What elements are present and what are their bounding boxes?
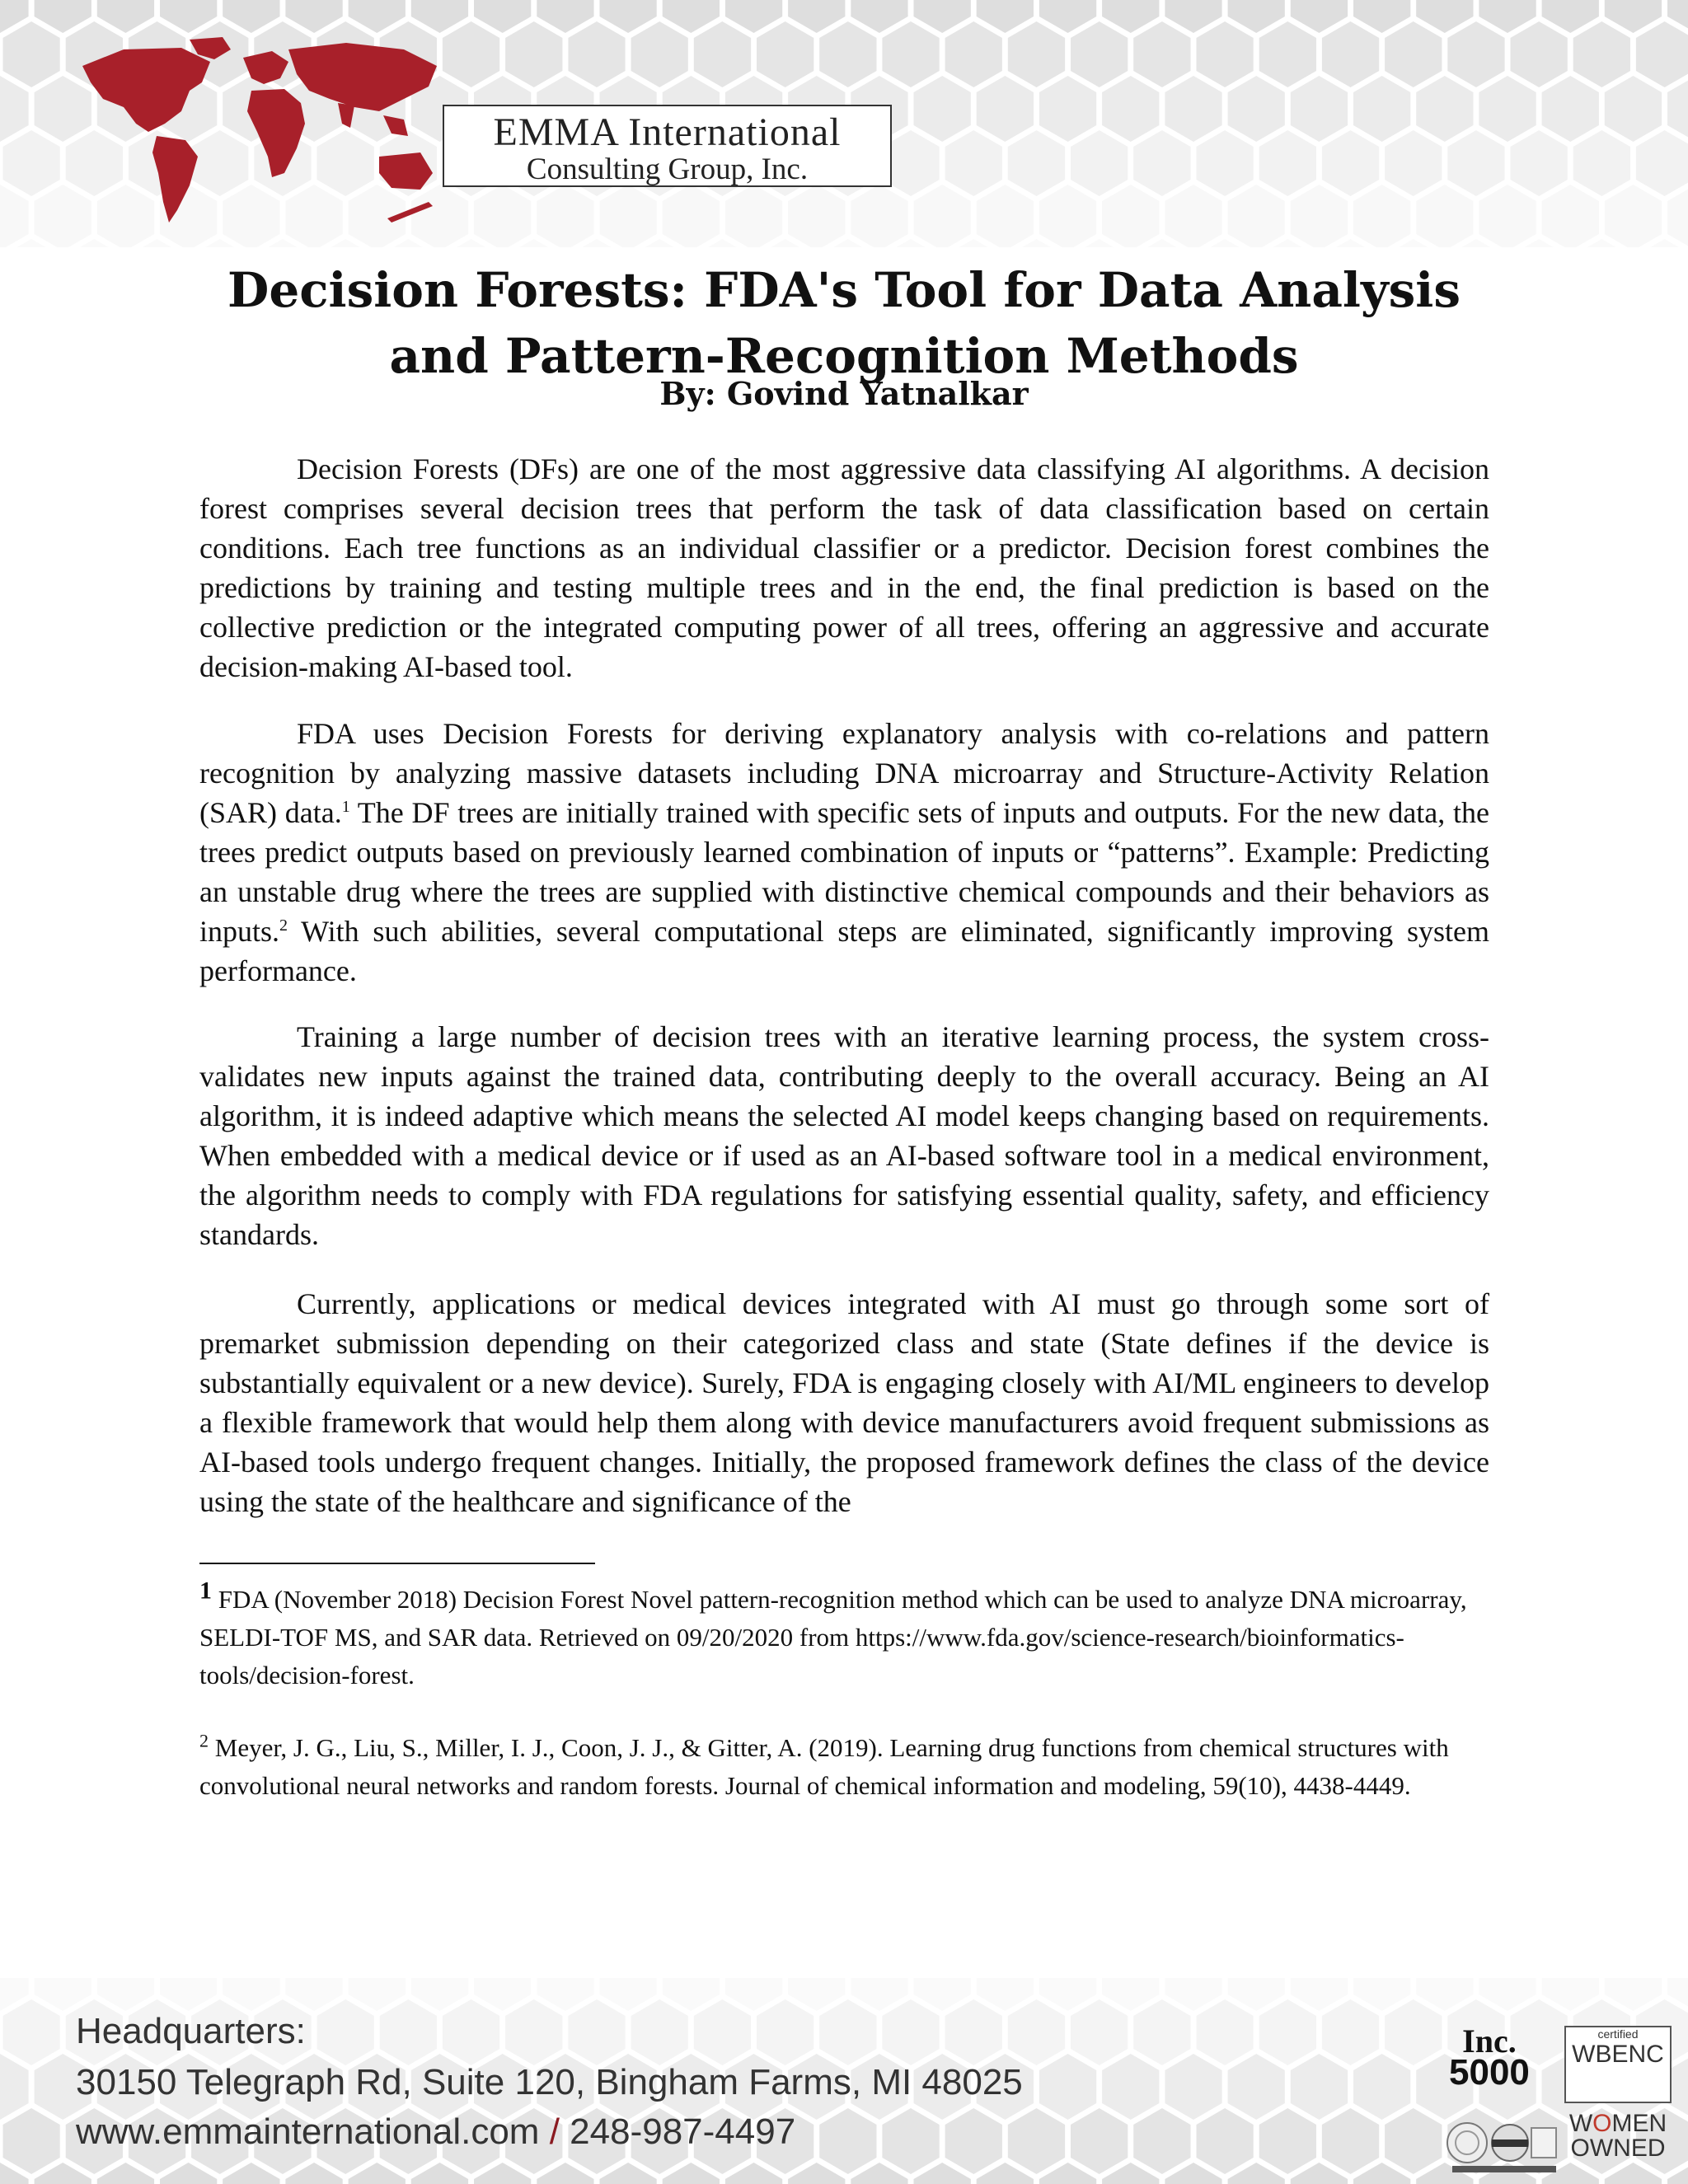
hexagon-tile <box>977 76 1034 142</box>
hexagon-tile <box>285 1978 342 2011</box>
hexagon-tile <box>1259 21 1316 87</box>
hexagon-tile <box>600 1978 657 2011</box>
hexagon-tile <box>1165 1978 1221 2011</box>
hexagon-tile <box>1479 0 1536 33</box>
footnote-ref-2[interactable]: 2 <box>279 916 288 935</box>
hexagon-tile <box>1636 21 1688 87</box>
hexagon-tile <box>1228 1978 1285 2011</box>
hexagon-tile <box>1039 2054 1096 2120</box>
hexagon-tile <box>1071 1999 1128 2065</box>
footnote-1 <box>199 1577 1489 1694</box>
hexagon-tile <box>1385 130 1442 196</box>
paragraph-1: Decision Forests (DFs) are one of the most aggressive data classifying AI algorithms. A decision forest comprises several decision trees that perform the task of data classification based on certain conditions. Each tree functions as an individual classifier or a predictor. Decision forest combines the predictions by training and testing multiple trees and in the end, the final prediction is based on the collective prediction or the integrated computing power of all trees, offering an aggressive and accurate decision-making AI-based tool. <box>199 452 1489 683</box>
hexagon-tile <box>1133 21 1190 87</box>
hexagon-tile <box>1197 2108 1254 2174</box>
hexagon-tile <box>1385 1999 1442 2065</box>
hexagon-tile <box>3 1999 60 2065</box>
hexagon-tile <box>694 1999 751 2065</box>
hexagon-tile <box>1447 130 1504 196</box>
hexagon-tile <box>317 1999 374 2065</box>
hexagon-tile <box>3 130 60 196</box>
owned-line: OWNED <box>1570 2135 1666 2162</box>
contact-separator: / <box>549 2111 560 2152</box>
hexagon-tile <box>945 21 1002 87</box>
title-line-1: Decision Forests: FDA's Tool for Data Analysis <box>227 262 1461 318</box>
hexagon-tile <box>537 185 593 247</box>
hexagon-tile <box>1479 185 1536 247</box>
hexagon-tile <box>1008 1999 1065 2065</box>
wbenc-certified: certified <box>1597 2027 1639 2041</box>
certification-seals-icon <box>1444 2116 1559 2174</box>
hexagon-tile <box>474 185 531 247</box>
hexagon-tile <box>1542 185 1599 247</box>
hexagon-tile <box>882 1999 939 2065</box>
hexagon-tile <box>1165 185 1221 247</box>
company-subtitle: Consulting Group, Inc. <box>526 152 809 186</box>
hexagon-tile <box>1133 1999 1190 2065</box>
hexagon-tile <box>1667 185 1688 247</box>
hexagon-tile <box>1165 0 1221 33</box>
hexagon-tile <box>945 130 1002 196</box>
website-link[interactable]: www.emmainternational.com <box>76 2111 540 2152</box>
hexagon-tile <box>1259 2108 1316 2174</box>
footnote-ref-1[interactable]: 1 <box>341 798 350 816</box>
inc-5000-logo <box>1449 2022 1530 2093</box>
hexagon-tile <box>1511 130 1568 196</box>
footnote-2 <box>199 1729 1489 1805</box>
world-map-logo <box>66 33 453 231</box>
inc-number: 5000 <box>1449 2052 1530 2093</box>
hexagon-tile <box>851 185 907 247</box>
footnote-2-text: Meyer, J. G., Liu, S., Miller, I. J., Coon, J. J., & Gitter, A. (2019). Learning drug functions from chemical structures with convolutional neural networks and random forests. Journal of chemical information and modeling, 59(10), 4438-4449. <box>199 1733 1449 1800</box>
hexagon-tile <box>1102 185 1159 247</box>
hexagon-tile <box>1102 76 1159 142</box>
article-byline: By: Govind Yatnalkar <box>659 375 1029 412</box>
hexagon-tile <box>443 1999 499 2065</box>
wbenc-badge <box>1564 2026 1672 2103</box>
hexagon-tile <box>1165 76 1221 142</box>
hexagon-tile <box>1008 2108 1065 2174</box>
hexagon-tile <box>600 0 657 33</box>
hexagon-tile <box>725 185 782 247</box>
hexagon-tile <box>1416 185 1473 247</box>
hexagon-tile <box>568 1999 625 2065</box>
title-line-2: and Pattern-Recognition Methods <box>389 328 1299 384</box>
hexagon-tile <box>568 21 625 87</box>
hexagon-tile <box>1322 21 1379 87</box>
hexagon-tile <box>1197 1999 1254 2065</box>
hexagon-tile <box>1322 1999 1379 2065</box>
hexagon-tile <box>1197 130 1254 196</box>
hexagon-tile <box>3 21 60 87</box>
hexagon-tile <box>788 185 845 247</box>
hexagon-tile <box>0 2054 29 2120</box>
hexagon-tile <box>1071 130 1128 196</box>
hexagon-tile <box>1385 2108 1442 2174</box>
hexagon-tile <box>3 2108 60 2174</box>
hexagon-tile <box>1039 76 1096 142</box>
headquarters-label: Headquarters: <box>76 2011 306 2051</box>
hexagon-tile <box>1605 76 1662 142</box>
hexagon-tile <box>1291 76 1348 142</box>
hexagon-tile <box>1228 185 1285 247</box>
hexagon-tile <box>537 0 593 33</box>
women-line: WOMEN <box>1568 2110 1667 2137</box>
hexagon-tile <box>1165 2054 1221 2120</box>
paragraph-2 <box>199 714 1489 991</box>
hexagon-tile <box>1071 21 1128 87</box>
paragraph-3: Training a large number of decision trees with an iterative learning process, the system cross-validates new inputs against the trained data, contributing deeply to the overall accuracy. Being an AI algorithm, it is indeed adaptive which means the selected AI model keeps changing based on requirements. When embedded with a medical device or if used as an AI-based software tool in a medical environment, the algorithm needs to comply with FDA regulations for satisfying essential quality, safety, and efficiency standards. <box>199 1020 1489 1251</box>
headquarters-address: 30150 Telegraph Rd, Suite 120, Bingham Farms, MI 48025 <box>76 2062 1023 2102</box>
hexagon-tile <box>1322 2108 1379 2174</box>
hexagon-tile <box>663 185 720 247</box>
hexagon-tile <box>1071 2108 1128 2174</box>
paragraph-2-part-3: With such abilities, several computational steps are eliminated, significantly improving system performance. <box>199 915 1489 987</box>
hexagon-tile <box>1228 2054 1285 2120</box>
paragraph-2-part-1: FDA uses Decision Forests for deriving explanatory analysis with co-relations and pattern recognition by analyzing massive datasets including DNA microarray and Structure-Activity Relation (SAR) data. <box>199 717 1489 829</box>
hexagon-tile <box>505 21 562 87</box>
hexagon-tile <box>1353 185 1410 247</box>
hexagon-tile <box>631 1999 688 2065</box>
hexagon-tile <box>945 1999 1002 2065</box>
wbenc-strip <box>1566 2069 1670 2079</box>
hexagon-tile <box>1291 2054 1348 2120</box>
paragraph-2-part-2: The DF trees are initially trained with specific sets of inputs and outputs. For the new data, the trees predict outputs based on previously learned combination of inputs or “patterns”. Example: Predicting an unstable drug where the trees are supplied with distinctive chemical compounds and their behaviors as inputs. <box>199 796 1490 948</box>
hexagon-tile <box>914 185 971 247</box>
hexagon-tile <box>1259 130 1316 196</box>
hexagon-tile <box>1479 76 1536 142</box>
hexagon-tile <box>0 185 29 247</box>
hexagon-tile <box>285 0 342 33</box>
hexagon-tile <box>945 2108 1002 2174</box>
footnote-divider <box>199 1563 595 1564</box>
hexagon-tile <box>380 1999 437 2065</box>
hexagon-tile <box>505 1999 562 2065</box>
hexagon-tile <box>600 185 657 247</box>
women-owned-badge <box>1564 2111 1672 2161</box>
hexagon-tile <box>1228 76 1285 142</box>
hexagon-tile <box>1605 185 1662 247</box>
inc-label: Inc. <box>1462 2022 1517 2060</box>
phone-number[interactable]: 248-987-4497 <box>570 2111 796 2152</box>
hexagon-tile <box>1511 21 1568 87</box>
hexagon-tile <box>1197 21 1254 87</box>
hexagon-tile <box>1416 76 1473 142</box>
paragraph-4: Currently, applications or medical devices integrated with AI must go through some sort of premarket submission depending on their categorized class and state (State defines if the device is substantially equivalent or a new device). Surely, FDA is engaging closely with AI/ML engineers to develop a flexible framework that would help them along with device manufacturers avoid frequent submissions as AI-based tools undergo frequent changes. Initially, the proposed framework defines the class of the device using the state of the healthcare and significance of the <box>199 1287 1489 1518</box>
hexagon-tile <box>914 1978 971 2011</box>
hexagon-tile <box>694 21 751 87</box>
hexagon-tile <box>757 1999 814 2065</box>
hexagon-tile <box>1636 130 1688 196</box>
hexagon-tile <box>1573 21 1630 87</box>
hexagon-tile <box>1133 2108 1190 2174</box>
hexagon-tile <box>914 0 971 33</box>
hexagon-tile <box>537 1978 593 2011</box>
hexagon-tile <box>819 1999 876 2065</box>
hexagon-tile <box>1322 130 1379 196</box>
hexagon-tile <box>1008 21 1065 87</box>
hexagon-tile <box>819 2108 876 2174</box>
hexagon-tile <box>1542 76 1599 142</box>
hexagon-tile <box>1039 185 1096 247</box>
company-logo <box>443 105 892 187</box>
footnote-1-text[interactable]: FDA (November 2018) Decision Forest Novel pattern-recognition method which can be used to analyze DNA microarray, SELDI-TOF MS, and SAR data. Retrieved on 09/20/2020 from https://www.fda.gov/science-research/bioinformatics-tools/decision-forest. <box>199 1585 1467 1690</box>
hexagon-tile <box>757 21 814 87</box>
hexagon-tile <box>1133 130 1190 196</box>
hexagon-tile <box>882 2108 939 2174</box>
hexagon-tile <box>1479 1978 1536 2011</box>
hexagon-tile <box>1228 0 1285 33</box>
footnote-1-number: 1 <box>199 1577 212 1605</box>
hexagon-tile <box>1667 76 1688 142</box>
hexagon-tile <box>1573 130 1630 196</box>
hexagon-tile <box>914 76 971 142</box>
hexagon-tile <box>631 21 688 87</box>
hexagon-tile <box>0 76 29 142</box>
hexagon-tile <box>882 21 939 87</box>
hexagon-tile <box>1102 2054 1159 2120</box>
hexagon-tile <box>1447 21 1504 87</box>
wbenc-label: WBENC <box>1572 2041 1664 2068</box>
hexagon-tile <box>977 185 1034 247</box>
hexagon-tile <box>1353 2054 1410 2120</box>
footnote-2-number: 2 <box>199 1730 209 1751</box>
hexagon-tile <box>1008 130 1065 196</box>
hexagon-tile <box>1259 1999 1316 2065</box>
company-name: EMMA International <box>493 110 842 154</box>
hexagon-tile <box>1291 185 1348 247</box>
hexagon-tile <box>819 21 876 87</box>
contact-line <box>76 2111 795 2153</box>
hexagon-tile <box>1353 76 1410 142</box>
hexagon-tile <box>1385 21 1442 87</box>
article-title <box>165 257 1523 389</box>
